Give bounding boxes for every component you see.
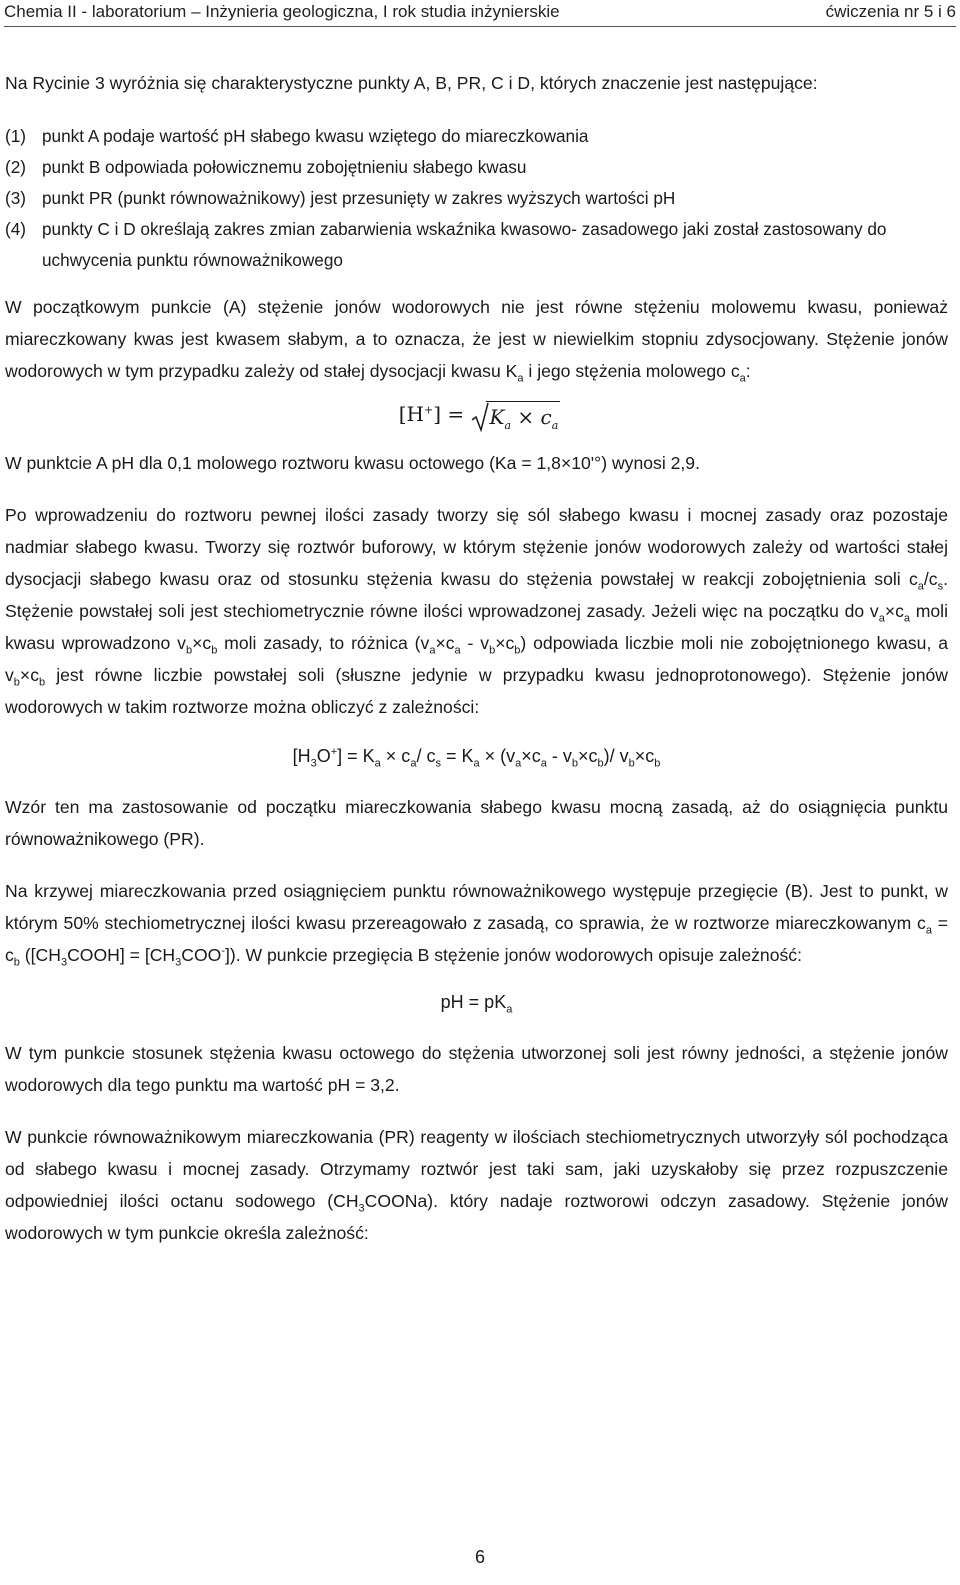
page-header xyxy=(4,0,956,27)
list-item-text: punkt PR (punkt równoważnikowy) jest przesunięty w zakres wyższych wartości pH xyxy=(42,188,676,208)
page-number: 6 xyxy=(474,1547,485,1567)
hydrogen-ion-equation: $[H^+] = K_a \times c_a$ xyxy=(5,397,948,433)
list-item xyxy=(5,214,948,276)
list-item-number: (4) xyxy=(5,219,27,239)
buffer-equation: $[H_3O^+] = K_a \times c_a/$ $c_s = K_a \times (v_a\times c_a - v_b\times c_b)/$ $v_b\times c_b$ xyxy=(292,745,661,770)
header-course-title: Chemia II - laboratorium – Inżynieria geologiczna, I rok studia inżynierskie xyxy=(4,2,560,21)
ph-pka-equation: pH = $pK_a$ xyxy=(440,991,513,1016)
list-item xyxy=(5,121,948,152)
intro-paragraph: Na Rycinie 3 wyróżnia się charakterystyczne punkty A, B, PR, C i D, których znaczenie jest następujące: xyxy=(5,73,818,93)
initial-point-paragraph: W początkowym punkcie (A) stężenie jonów wodorowych nie jest równe stężeniu molowemu kwasu, ponieważ miareczkowany kwas jest kwasem słabym, a to oznacza, że jest w niewielkim stopniu zdysocjowany. Stężenie jonów wodorowych w tym przypadku zależy od stałej dysocjacji kwasu $K_a$ i jego stężenia molowego $c_a$: xyxy=(5,297,948,385)
inflection-point-paragraph: Na krzywej miareczkowania przed osiągnięciem punktu równoważnikowego występuje przegięcie (B). Jest to punkt, w którym 50% stechiometrycznej ilości kwasu przereagowało z zasadą, co sprawia, że w roztworze miareczkowanym $c_a = c_b$ $([CH_3COOH] = [CH_3COO^-])$. W punkcie przegięcia B stężenie jonów wodorowych opisuje zależność: xyxy=(5,880,948,969)
list-item xyxy=(5,152,948,183)
list-item-number: (1) xyxy=(5,126,27,146)
list-item-number: (3) xyxy=(5,188,27,208)
list-item-text: punkty C i D określają zakres zmian zabarwienia wskaźnika kwasowo- zasadowego jaki został zastosowany do uchwycenia punktu równoważnikowego xyxy=(42,219,887,270)
point-a-ph-paragraph: W punktcie A pH dla 0,1 molowego roztworu kwasu octowego (Ka = 1,8×10'°) wynosi 2,9. xyxy=(5,452,700,473)
list-item-text: punkt A podaje wartość pH słabego kwasu wziętego do miareczkowania xyxy=(42,126,589,146)
header-exercise-number: ćwiczenia nr 5 i 6 xyxy=(825,2,956,21)
formula-applicability-paragraph: Wzór ten ma zastosowanie od początku miareczkowania słabego kwasu mocną zasadą, aż do osiągnięcia punktu równoważnikowego (PR). xyxy=(5,796,948,849)
list-item-number: (2) xyxy=(5,157,27,177)
half-equivalence-paragraph: W tym punkcie stosunek stężenia kwasu octowego do stężenia utworzonej soli jest równy jedności, a stężenie jonów wodorowych dla tego punktu ma wartość pH = 3,2. xyxy=(5,1042,948,1095)
list-item-text: punkt B odpowiada połowicznemu zobojętnieniu słabego kwasu xyxy=(42,157,527,177)
equivalence-point-paragraph: W punkcie równoważnikowym miareczkowania (PR) reagenty w ilościach stechiometrycznych utworzyły sól pochodząca od słabego kwasu i mocnej zasady. Otrzymamy roztwór jest taki sam, jaki uzyskałoby się przez rozpuszczenie odpowiedniej ilości octanu sodowego $(CH_3COONa)$. który nadaje roztworowi odczyn zasadowy. Stężenie jonów wodorowych w tym punkcie określa zależność: xyxy=(5,1126,948,1243)
document-body xyxy=(5,68,948,1249)
list-item xyxy=(5,183,948,214)
characteristic-points-list xyxy=(5,121,948,276)
buffer-paragraph: Po wprowadzeniu do roztworu pewnej ilości zasady tworzy się sól słabego kwasu i mocnej zasady oraz pozostaje nadmiar słabego kwasu. Tworzy się roztwór buforowy, w którym stężenie jonów wodorowych zależy od wartości stałej dysocjacji słabego kwasu oraz od stosunku stężenia kwasu do stężenia powstałej w reakcji zobojętnienia soli $c_a/c_s$. Stężenie powstałej soli jest stechiometrycznie równe ilości wprowadzonej zasady. Jeżeli więc na początku do $v_a\times c_a$ moli kwasu wprowadzono $v_b\times c_b$ moli zasady, to różnica $(v_a\times c_a - v_b\times c_b)$ odpowiada liczbie moli nie zobojętnionego kwasu, a $v_b\times c_b$ jest równe liczbie powstałej soli (słuszne jedynie w przypadku kwasu jednoprotonowego). Stężenie jonów wodorowych w takim roztworze można obliczyć z zależności: xyxy=(5,504,948,717)
